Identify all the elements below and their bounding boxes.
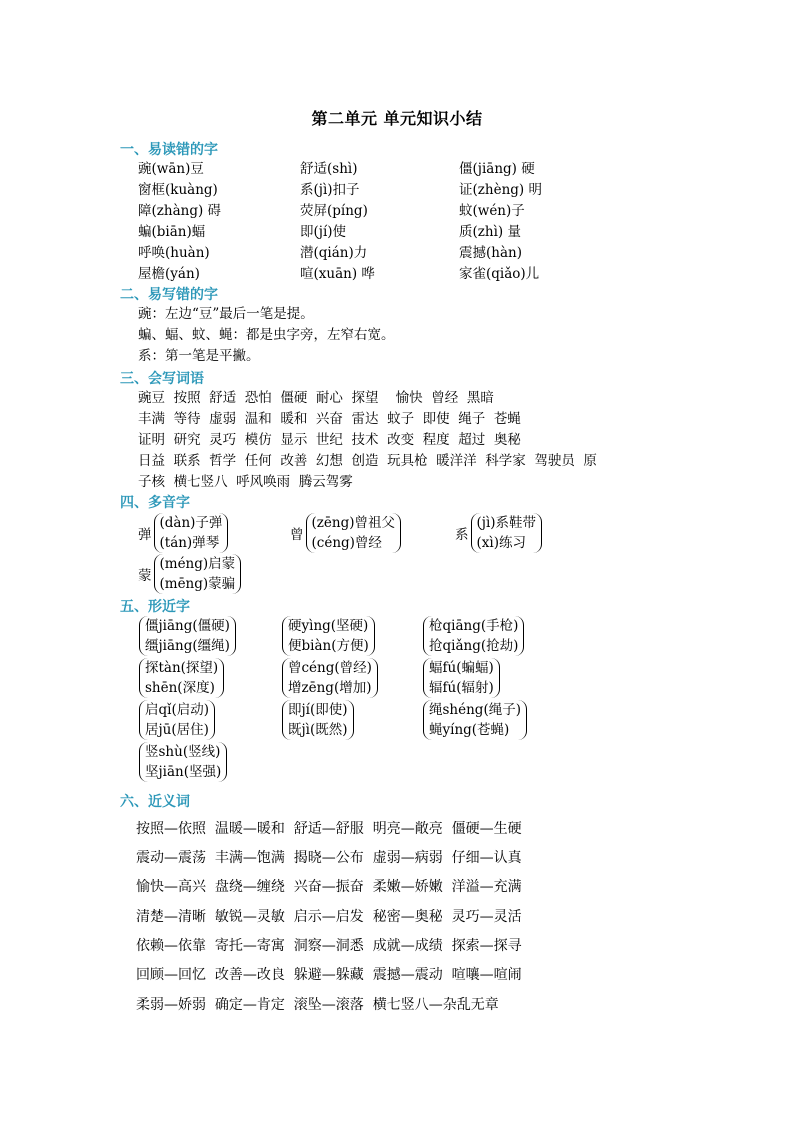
similar-char-pair [139, 700, 215, 740]
similar-char-entry: 探tàn(探望) [145, 660, 219, 676]
easy-read-item: 即(jí)使 [300, 224, 347, 240]
easy-read-item: 蝙(biān)蝠 [138, 224, 206, 240]
similar-char-pair [423, 616, 524, 656]
similar-char-entry: 蝠fú(蝙蝠) [429, 660, 494, 676]
synonym-line: 依赖—依靠 寄托—寄寓 洞察—洞悉 成就—成绩 探索—探寻 [136, 938, 522, 954]
synonym-line: 按照—依照 温暖—暖和 舒适—舒服 明亮—敞亮 僵硬—生硬 [136, 821, 522, 837]
write-words-line: 子核 横七竖八 呼风唤雨 腾云驾雾 [138, 474, 353, 490]
polyphone-reading: (tán)弹琴 [159, 535, 220, 551]
easy-read-item: 质(zhì) 量 [459, 224, 521, 240]
polyphone-readings [154, 554, 242, 594]
similar-char-entry: 即jí(即使) [288, 702, 348, 718]
polyphone-group [455, 513, 542, 553]
section-heading-similar-chars: 五、形近字 [120, 599, 190, 615]
easy-read-item: 窗框(kuàng) [138, 182, 218, 198]
write-words-line: 日益 联系 哲学 任何 改善 幻想 创造 玩具枪 暖洋洋 科学家 驾驶员 原 [138, 453, 597, 469]
synonym-line: 清楚—清晰 敏锐—灵敏 启示—启发 秘密—奥秘 灵巧—灵活 [136, 909, 522, 925]
easy-read-item: 系(jì)扣子 [300, 182, 360, 198]
polyphone-reading: (céng)曾经 [311, 535, 382, 551]
similar-char-pair [139, 742, 227, 782]
section-heading-write-words: 三、会写词语 [120, 371, 204, 387]
synonym-line: 愉快—高兴 盘绕—缠绕 兴奋—振奋 柔嫩—娇嫩 洋溢—充满 [136, 879, 522, 895]
synonym-line: 震动—震荡 丰满—饱满 揭晓—公布 虚弱—病弱 仔细—认真 [136, 850, 522, 866]
polyphone-readings [154, 513, 229, 553]
similar-char-entry: 增zēng(增加) [288, 680, 372, 696]
polyphone-char: 弹 [138, 527, 152, 543]
section-heading-easy-write: 二、易写错的字 [120, 287, 218, 303]
similar-char-entry: 坚jiān(坚强) [145, 764, 222, 780]
write-words-line: 证明 研究 灵巧 模仿 显示 世纪 技术 改变 程度 超过 奥秘 [138, 432, 521, 448]
easy-read-item: 豌(wān)豆 [138, 161, 204, 177]
similar-char-entry: 辐fú(辐射) [429, 680, 494, 696]
similar-char-entry: shēn(深度) [145, 680, 215, 696]
similar-char-entry: 居jū(居住) [145, 722, 209, 738]
polyphone-reading: (mēng)蒙骗 [159, 576, 236, 592]
easy-read-item: 家雀(qiǎo)儿 [459, 266, 540, 282]
easy-read-item: 潜(qián)力 [300, 245, 368, 261]
page-title: 第二单元 单元知识小结 [311, 109, 483, 128]
similar-char-entry: 曾céng(曾经) [288, 660, 372, 676]
similar-char-entry: 硬yìng(坚硬) [288, 618, 369, 634]
similar-char-entry: 竖shù(竖线) [145, 744, 221, 760]
easy-read-item: 呼唤(huàn) [138, 245, 210, 261]
similar-char-entry: 僵jiāng(僵硬) [145, 618, 230, 634]
write-words-line: 丰满 等待 虚弱 温和 暖和 兴奋 雷达 蚊子 即使 绳子 苍蝇 [138, 411, 521, 427]
polyphone-group [138, 554, 241, 594]
similar-char-entry: 启qǐ(启动) [145, 702, 209, 718]
similar-char-pair [423, 658, 500, 698]
easy-read-item: 舒适(shì) [300, 161, 358, 177]
similar-char-pair [282, 700, 354, 740]
write-words-line: 豌豆 按照 舒适 恐怕 僵硬 耐心 探望 愉快 曾经 黑暗 [138, 390, 494, 406]
section-heading-easy-read: 一、易读错的字 [120, 142, 218, 158]
polyphone-reading: (jì)系鞋带 [476, 515, 537, 531]
easy-read-item: 蚊(wén)子 [459, 203, 525, 219]
similar-char-entry: 枪qiāng(手枪) [429, 618, 519, 634]
similar-char-pair [282, 616, 375, 656]
polyphone-char: 系 [455, 527, 469, 543]
polyphone-group [290, 513, 401, 553]
similar-char-pair [139, 658, 224, 698]
similar-char-entry: 便biàn(方便) [288, 638, 369, 654]
similar-char-entry: 抢qiǎng(抢劫) [429, 638, 519, 654]
polyphone-reading: (zēng)曾祖父 [311, 515, 395, 531]
similar-char-entry: 既jì(既然) [288, 722, 348, 738]
similar-char-pair [139, 616, 236, 656]
polyphone-char: 曾 [290, 527, 304, 543]
easy-write-line: 豌：左边“豆”最后一笔是提。 [138, 306, 314, 322]
polyphone-reading: (xì)练习 [476, 535, 526, 551]
easy-write-line: 蝙、蝠、蚊、蝇：都是虫字旁，左窄右宽。 [138, 327, 395, 343]
polyphone-char: 蒙 [138, 568, 152, 584]
easy-read-item: 障(zhàng) 碍 [138, 203, 222, 219]
similar-char-entry: 绳shéng(绳子) [429, 702, 521, 718]
synonym-line: 柔弱—娇弱 确定—肯定 滚坠—滚落 横七竖八—杂乱无章 [136, 997, 499, 1013]
easy-read-item: 喧(xuān) 哗 [300, 266, 375, 282]
similar-char-pair [282, 658, 378, 698]
easy-read-item: 证(zhèng) 明 [459, 182, 542, 198]
polyphone-reading: (dàn)子弹 [159, 515, 223, 531]
easy-read-item: 屋檐(yán) [138, 266, 200, 282]
synonym-line: 回顾—回忆 改善—改良 躲避—躲藏 震撼—震动 喧嚷—喧闹 [136, 967, 522, 983]
similar-char-entry: 缰jiāng(缰绳) [145, 638, 230, 654]
section-heading-synonyms: 六、近义词 [120, 794, 190, 810]
easy-write-line: 系：第一笔是平撇。 [138, 348, 260, 364]
section-heading-polyphones: 四、多音字 [120, 495, 190, 511]
easy-read-item: 震撼(hàn) [459, 245, 522, 261]
easy-read-item: 僵(jiāng) 硬 [459, 161, 535, 177]
polyphone-group [138, 513, 228, 553]
similar-char-pair [423, 700, 527, 740]
polyphone-readings [306, 513, 401, 553]
similar-char-entry: 蝇yíng(苍蝇) [429, 722, 510, 738]
polyphone-readings [471, 513, 543, 553]
easy-read-item: 荧屏(píng) [300, 203, 368, 219]
polyphone-reading: (méng)启蒙 [159, 556, 236, 572]
